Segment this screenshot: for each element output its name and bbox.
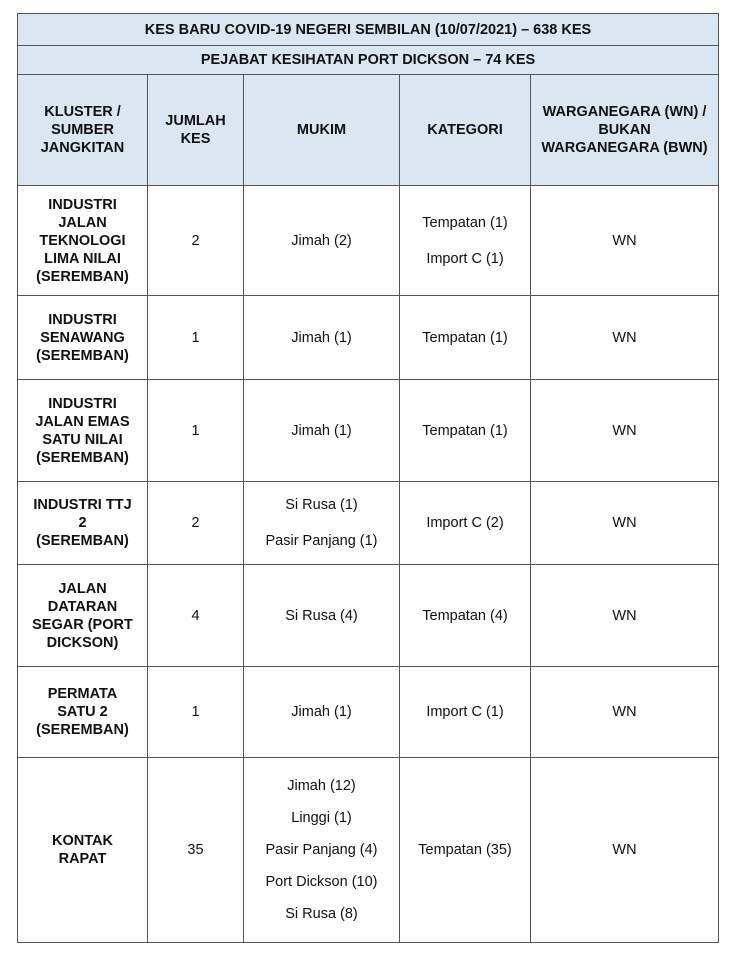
header-kategori: KATEGORI [400, 75, 531, 186]
table-row [18, 380, 719, 482]
mukim-cell-line: Si Rusa (1) [285, 497, 358, 513]
kategori-cell [400, 482, 531, 565]
cluster-name-line: DATARAN [47, 598, 118, 615]
mukim-cell [244, 667, 400, 758]
kategori-cell [400, 565, 531, 667]
case-count: 1 [148, 296, 244, 380]
cluster-name-line: 2 [78, 515, 87, 531]
mukim-cell-line: Si Rusa (8) [285, 906, 358, 922]
table-subtitle: PEJABAT KESIHATAN PORT DICKSON – 74 KES [18, 46, 719, 75]
cluster-name-line: SATU 2 [57, 704, 108, 720]
header-warganegara [531, 75, 719, 186]
cluster-name-line: (SEREMBAN) [36, 347, 129, 364]
table-row [18, 667, 719, 758]
mukim-cell [244, 758, 400, 943]
mukim-cell-line: Jimah (1) [291, 422, 352, 439]
cluster-name [18, 758, 148, 943]
kategori-cell-line: Tempatan (1) [422, 329, 508, 346]
cluster-name-line: JALAN EMAS [35, 413, 130, 430]
header-jumlah-text: JUMLAH KES [165, 113, 226, 147]
cluster-name-line: DICKSON) [46, 634, 119, 651]
cluster-name-line: KONTAK [52, 833, 113, 849]
cluster-name-line: LIMA NILAI [44, 250, 121, 267]
kategori-cell-line: Import C (2) [426, 515, 504, 531]
title-row [18, 14, 719, 46]
cluster-name-line: JALAN [58, 214, 107, 231]
mukim-cell [244, 380, 400, 482]
citizenship-cell: WN [531, 758, 719, 943]
header-kluster [18, 75, 148, 186]
cluster-name [18, 380, 148, 482]
mukim-cell-line: Jimah (1) [291, 704, 352, 720]
cluster-name [18, 565, 148, 667]
table-title: KES BARU COVID-19 NEGERI SEMBILAN (10/07/2021) – 638 KES [18, 14, 719, 46]
citizenship-cell: WN [531, 186, 719, 296]
header-row [18, 75, 719, 186]
mukim-cell [244, 296, 400, 380]
table-row [18, 186, 719, 296]
cluster-name-line: INDUSTRI [48, 395, 117, 412]
citizenship-cell: WN [531, 380, 719, 482]
mukim-cell [244, 186, 400, 296]
header-warganegara-text: WARGANEGARA (WN) / BUKAN WARGANEGARA (BWN) [541, 104, 708, 156]
table-row [18, 758, 719, 943]
case-count: 1 [148, 667, 244, 758]
cluster-name-line: PERMATA [47, 686, 118, 702]
cluster-name-line: JALAN [58, 580, 107, 597]
cluster-name-line: INDUSTRI [48, 196, 117, 213]
kategori-cell [400, 667, 531, 758]
mukim-cell [244, 482, 400, 565]
kategori-cell-line: Tempatan (35) [418, 842, 512, 858]
mukim-cell-line: Si Rusa (4) [285, 607, 358, 624]
cluster-name [18, 186, 148, 296]
case-count: 2 [148, 482, 244, 565]
mukim-cell-line: Linggi (1) [291, 810, 352, 826]
cluster-name-line: (SEREMBAN) [36, 268, 129, 285]
citizenship-cell: WN [531, 667, 719, 758]
kategori-cell-line: Tempatan (1) [422, 214, 508, 231]
cluster-name-line: SEGAR (PORT [32, 616, 133, 633]
citizenship-cell: WN [531, 565, 719, 667]
citizenship-cell: WN [531, 296, 719, 380]
cluster-name-line: SATU NILAI [42, 431, 123, 448]
cluster-name [18, 296, 148, 380]
table-row [18, 482, 719, 565]
kategori-cell [400, 380, 531, 482]
cluster-name [18, 482, 148, 565]
table-row [18, 565, 719, 667]
header-jumlah [148, 75, 244, 186]
cluster-name-line: (SEREMBAN) [36, 722, 129, 738]
mukim-cell-line: Port Dickson (10) [265, 874, 378, 890]
kategori-cell-line: Import C (1) [426, 704, 504, 720]
cases-table [17, 13, 719, 943]
header-mukim: MUKIM [244, 75, 400, 186]
mukim-cell-line: Jimah (1) [291, 329, 352, 346]
cluster-name-line: INDUSTRI [48, 311, 117, 328]
cluster-name [18, 667, 148, 758]
cluster-name-line: INDUSTRI TTJ [33, 497, 132, 513]
case-count: 2 [148, 186, 244, 296]
cluster-name-line: (SEREMBAN) [36, 533, 129, 549]
cluster-name-line: (SEREMBAN) [36, 449, 129, 466]
kategori-cell-line: Tempatan (1) [422, 422, 508, 439]
mukim-cell-line: Pasir Panjang (4) [265, 842, 378, 858]
kategori-cell [400, 758, 531, 943]
case-count: 35 [148, 758, 244, 943]
citizenship-cell: WN [531, 482, 719, 565]
mukim-cell-line: Jimah (12) [287, 778, 356, 794]
cluster-name-line: SENAWANG [40, 329, 125, 346]
cluster-name-line: TEKNOLOGI [39, 232, 126, 249]
cluster-name-line: RAPAT [58, 851, 107, 867]
kategori-cell-line: Tempatan (4) [422, 607, 508, 624]
table-row [18, 296, 719, 380]
kategori-cell [400, 296, 531, 380]
header-kluster-text: KLUSTER / SUMBER JANGKITAN [40, 104, 125, 156]
kategori-cell [400, 186, 531, 296]
mukim-cell-line: Jimah (2) [291, 232, 352, 249]
mukim-cell [244, 565, 400, 667]
case-count: 4 [148, 565, 244, 667]
subtitle-row [18, 46, 719, 75]
mukim-cell-line: Pasir Panjang (1) [265, 533, 378, 549]
kategori-cell-line: Import C (1) [426, 250, 504, 267]
case-count: 1 [148, 380, 244, 482]
